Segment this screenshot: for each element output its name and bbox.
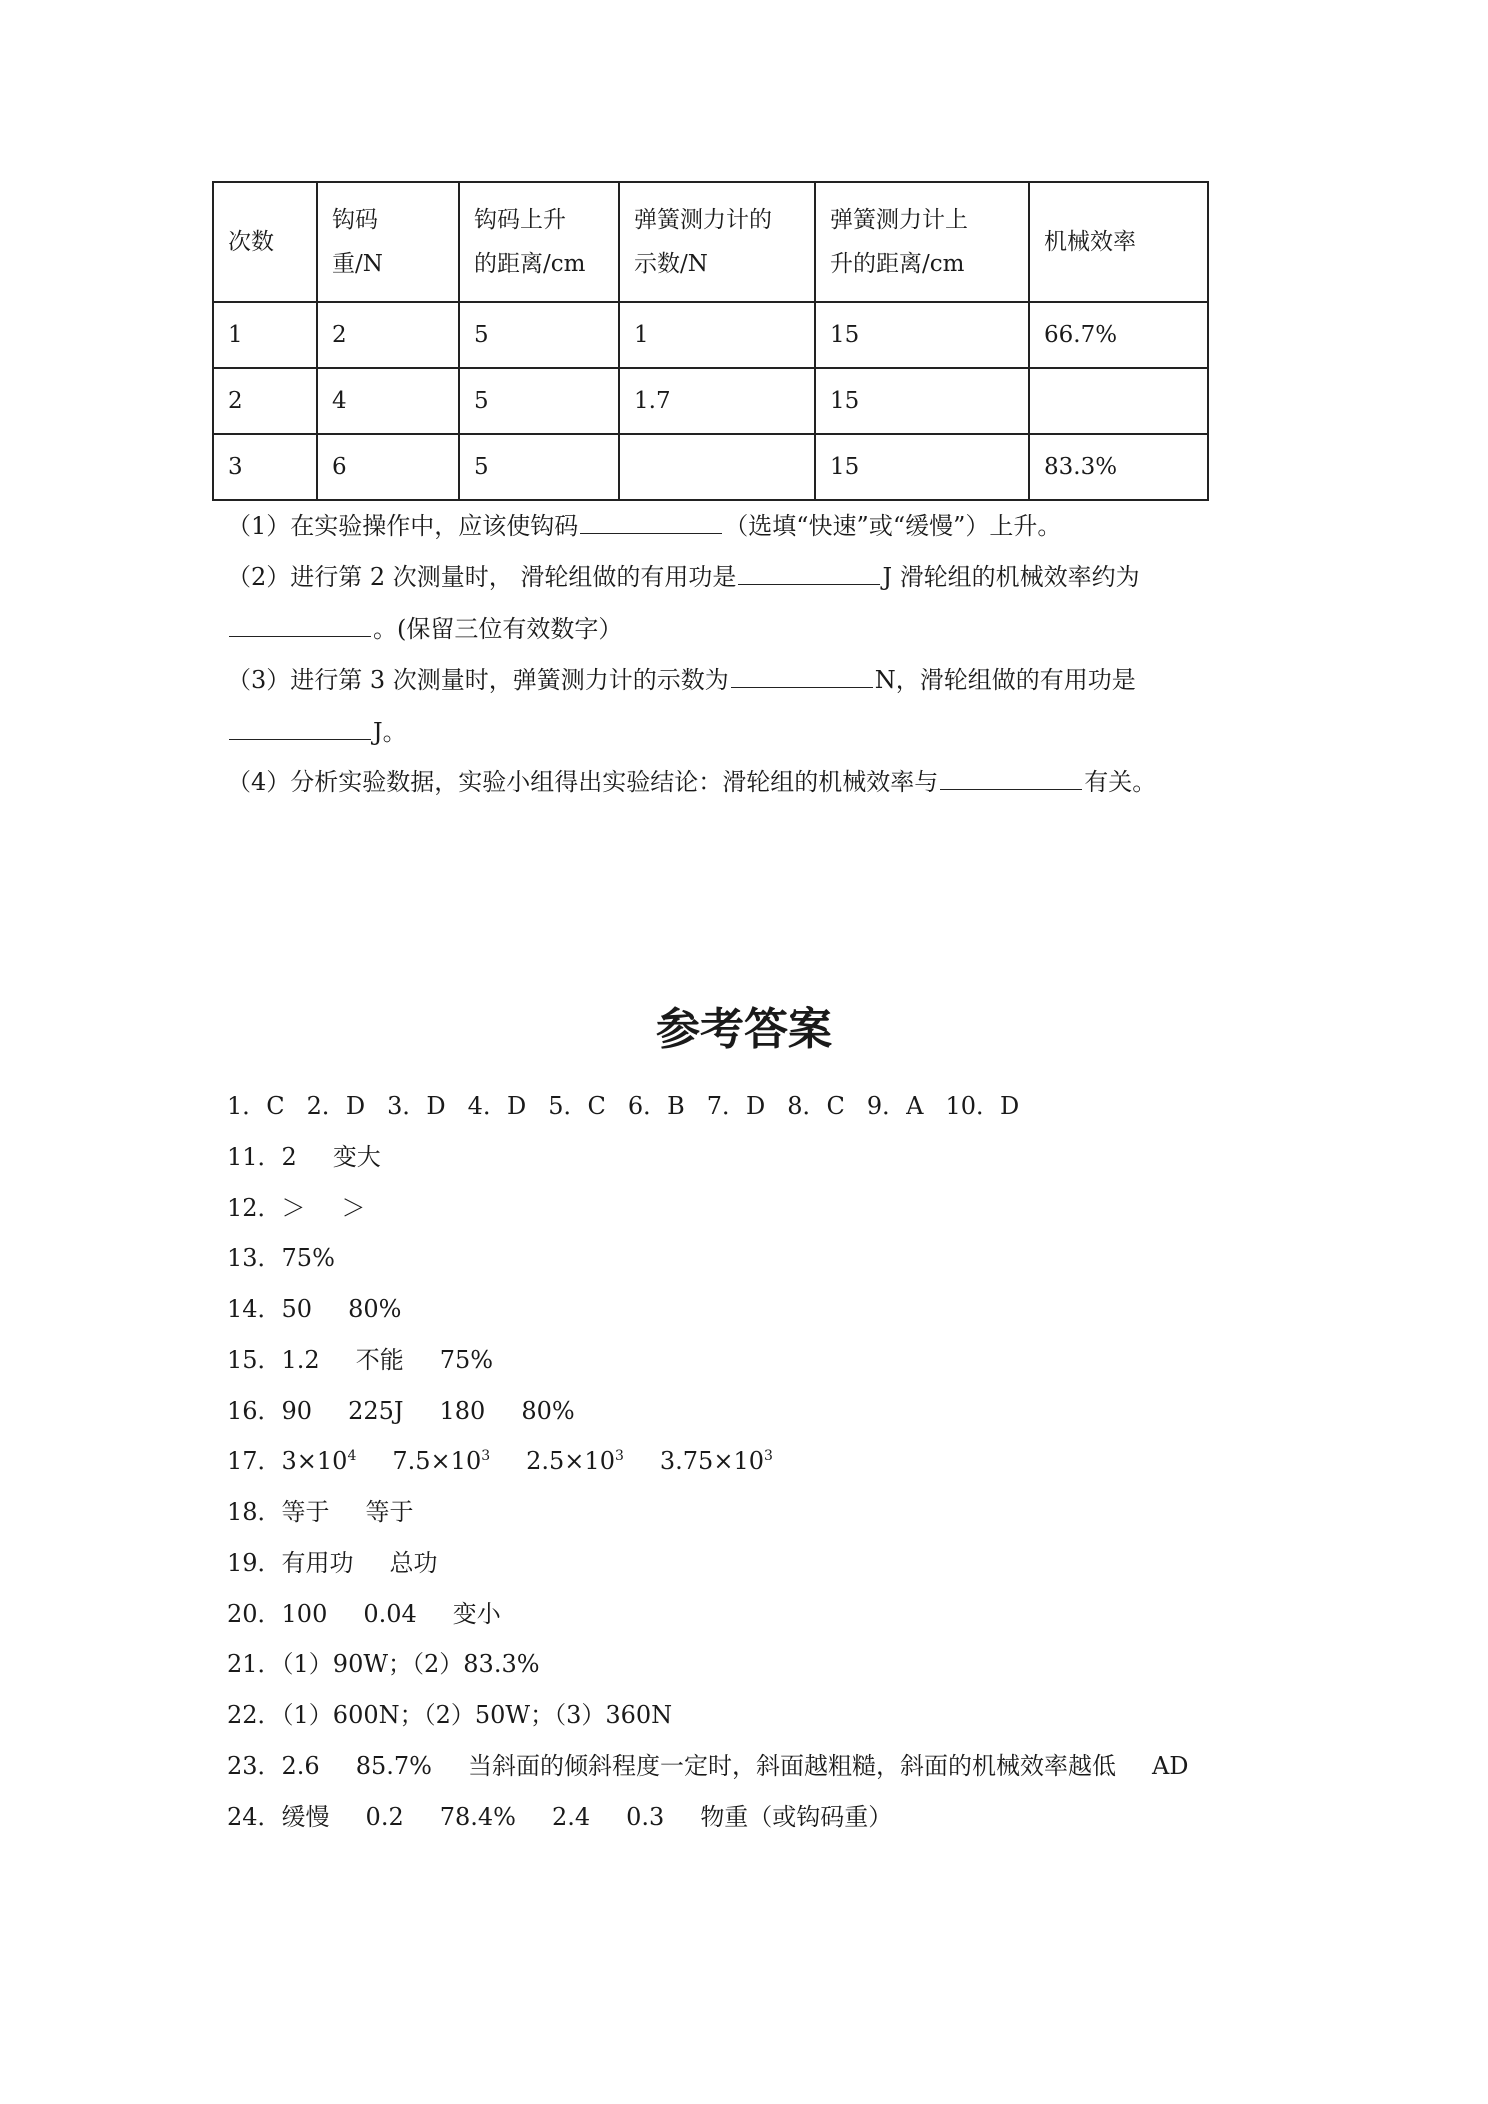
answer-21: 21．（1）90W；（2）83.3% <box>227 1650 540 1678</box>
table-row <box>213 434 1208 500</box>
answer-blank[interactable] <box>738 562 880 585</box>
table-cell: 3 <box>213 434 317 500</box>
question-2: （2）进行第 2 次测量时， 滑轮组做的有用功是 J 滑轮组的机械效率约为 <box>227 563 1140 591</box>
header-cell-rise-distance: 钩码上升 的距离/cm <box>459 182 619 302</box>
answer-12: 12．＞ ＞ <box>227 1194 366 1222</box>
header-cell-efficiency: 机械效率 <box>1029 182 1208 302</box>
question-4: （4）分析实验数据，实验小组得出实验结论：滑轮组的机械效率与 有关。 <box>227 768 1157 796</box>
answer-11: 11．2 变大 <box>227 1143 381 1171</box>
answer-item: 7．D <box>706 1092 766 1120</box>
table-cell: 15 <box>815 302 1029 368</box>
table-cell: 6 <box>317 434 459 500</box>
question-3: （3）进行第 3 次测量时，弹簧测力计的示数为 N，滑轮组做的有用功是 <box>227 666 1136 694</box>
header-cell-weight: 钩码 重/N <box>317 182 459 302</box>
answer-23: 23．2.6 85.7% 当斜面的倾斜程度一定时，斜面越粗糙，斜面的机械效率越低 AD <box>227 1752 1189 1780</box>
table-row <box>213 368 1208 434</box>
answer-item: 2．D <box>306 1092 366 1120</box>
table-cell <box>619 434 815 500</box>
answer-18: 18．等于 等于 <box>227 1498 414 1526</box>
answer-item: 10．D <box>945 1092 1020 1120</box>
answer-blank[interactable] <box>580 511 722 534</box>
answer-item: 6．B <box>627 1092 685 1120</box>
answer-multiple-choice <box>227 1086 1041 1121</box>
answer-item: 5．C <box>548 1092 606 1120</box>
table-cell: 5 <box>459 434 619 500</box>
answer-14: 14．50 80% <box>227 1295 402 1323</box>
table-cell: 2 <box>317 302 459 368</box>
header-cell-count: 次数 <box>213 182 317 302</box>
answer-blank[interactable] <box>229 614 371 637</box>
experiment-data-table <box>212 181 1209 501</box>
table-cell: 15 <box>815 434 1029 500</box>
table-cell: 1.7 <box>619 368 815 434</box>
answer-16: 16．90 225J 180 80% <box>227 1397 575 1425</box>
table-header-row <box>213 182 1208 302</box>
answer-13: 13．75% <box>227 1244 335 1272</box>
table-cell: 1 <box>619 302 815 368</box>
answer-item: 3．D <box>387 1092 446 1120</box>
table-row <box>213 302 1208 368</box>
answer-blank[interactable] <box>229 717 371 740</box>
table-cell: 66.7% <box>1029 302 1208 368</box>
answer-24: 24．缓慢 0.2 78.4% 2.4 0.3 物重（或钩码重） <box>227 1803 893 1831</box>
answer-blank[interactable] <box>731 665 873 688</box>
table-cell: 15 <box>815 368 1029 434</box>
answer-20: 20．100 0.04 变小 <box>227 1600 501 1628</box>
answer-item: 8．C <box>787 1092 845 1120</box>
answer-15: 15．1.2 不能 75% <box>227 1346 494 1374</box>
table-cell: 83.3% <box>1029 434 1208 500</box>
table-cell: 5 <box>459 368 619 434</box>
table-cell <box>1029 368 1208 434</box>
answer-19: 19．有用功 总功 <box>227 1549 438 1577</box>
answer-key-title: 参考答案 <box>656 1004 832 1055</box>
answer-17: 17．$3\times 10^4$ $7.5\times 10^3$ $2.5\times 10^3$ $3.75\times 10^3$ <box>227 1447 773 1475</box>
question-1: （1）在实验操作中，应该使钩码 （选填“快速”或“缓慢”）上升。 <box>227 512 1062 540</box>
header-cell-spring-reading: 弹簧测力计的 示数/N <box>619 182 815 302</box>
header-cell-spring-distance: 弹簧测力计上 升的距离/cm <box>815 182 1029 302</box>
table-cell: 4 <box>317 368 459 434</box>
answer-item: 1．C <box>227 1092 285 1120</box>
answer-item: 4．D <box>467 1092 527 1120</box>
table-cell: 2 <box>213 368 317 434</box>
question-2-continued: 。(保留三位有效数字） <box>227 609 622 644</box>
table-cell: 1 <box>213 302 317 368</box>
answer-22: 22．（1）600N；（2）50W；（3）360N <box>227 1701 673 1729</box>
answer-blank[interactable] <box>940 767 1082 790</box>
question-3-continued: J。 <box>227 712 407 747</box>
answer-item: 9．A <box>866 1092 924 1120</box>
table-cell: 5 <box>459 302 619 368</box>
